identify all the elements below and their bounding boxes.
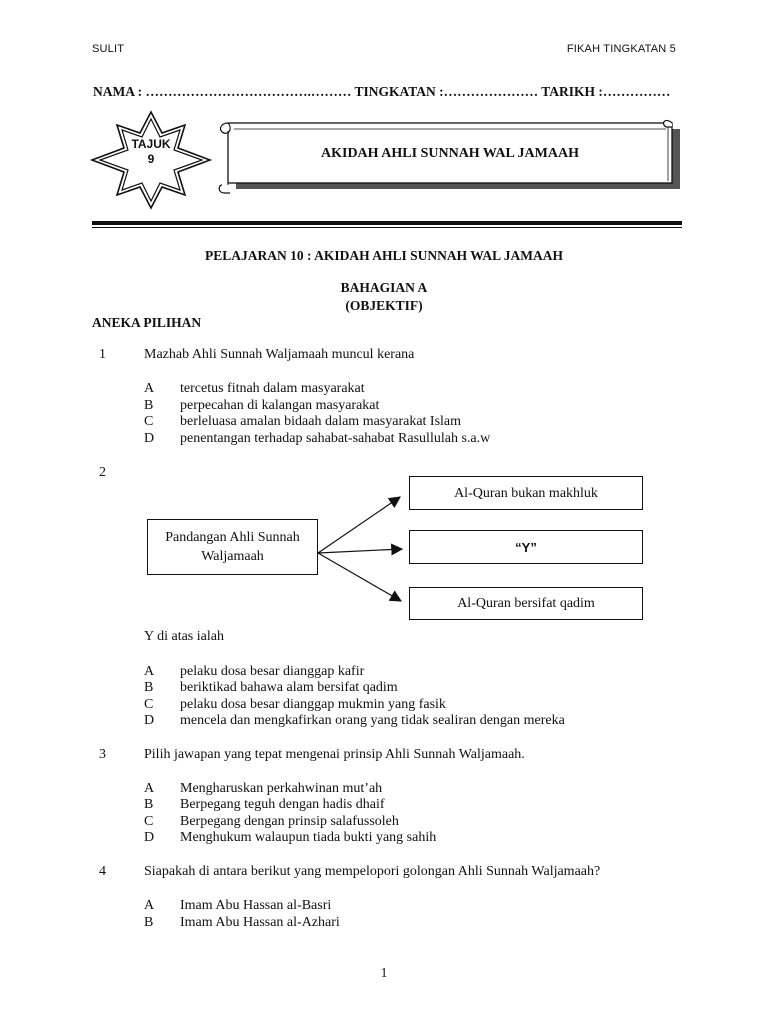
- option-letter: B: [144, 797, 154, 812]
- option-letter: C: [144, 697, 154, 712]
- question-number: 3: [99, 747, 106, 762]
- option-letter: A: [144, 664, 155, 679]
- option-text: beriktikad bahawa alam bersifat qadim: [180, 680, 398, 695]
- diagram-source-line1: Pandangan Ahli Sunnah: [165, 530, 300, 545]
- option-letter: B: [144, 680, 154, 695]
- question-text: Siapakah di antara berikut yang mempelopori golongan Ahli Sunnah Waljamaah?: [144, 864, 601, 879]
- question-text: Mazhab Ahli Sunnah Waljamaah muncul kerana: [144, 347, 415, 362]
- question-number: 2: [99, 465, 106, 480]
- subsection-title: ANEKA PILIHAN: [92, 315, 202, 330]
- diagram-target-box-3: Al-Quran bersifat qadim: [409, 587, 643, 620]
- option-letter: A: [144, 781, 155, 796]
- option-text: Imam Abu Hassan al-Azhari: [180, 915, 340, 930]
- diagram-target-box-1: Al-Quran bukan makhluk: [409, 476, 643, 510]
- section-subtitle: (OBJEKTIF): [345, 298, 423, 313]
- option-letter: B: [144, 915, 154, 930]
- option-text: mencela dan mengkafirkan orang yang tidak sealiran dengan mereka: [180, 713, 565, 728]
- option-letter: D: [144, 830, 155, 845]
- option-letter: A: [144, 381, 155, 396]
- header-right: FIKAH TINGKATAN 5: [566, 43, 676, 55]
- option-text: Menghukum walaupun tiada bukti yang sahih: [180, 830, 437, 845]
- header-left: SULIT: [92, 43, 125, 55]
- option-text: Mengharuskan perkahwinan mut’ah: [180, 781, 383, 796]
- option-text: penentangan terhadap sahabat-sahabat Rasullulah s.a.w: [180, 431, 491, 446]
- option-letter: C: [144, 814, 154, 829]
- banner-title: AKIDAH AHLI SUNNAH WAL JAMAAH: [321, 146, 579, 161]
- option-text: Imam Abu Hassan al-Basri: [180, 898, 332, 913]
- arrow-middle: [318, 549, 402, 553]
- diagram-source-line2: Waljamaah: [201, 549, 264, 564]
- arrow-up: [318, 497, 400, 553]
- option-text: berleluasa amalan bidaah dalam masyarakat Islam: [180, 414, 462, 429]
- arrow-down: [318, 553, 401, 601]
- option-text: Berpegang dengan prinsip salafussoleh: [180, 814, 399, 829]
- question-text: Y di atas ialah: [144, 629, 224, 644]
- section-title: BAHAGIAN A: [340, 280, 428, 295]
- option-text: pelaku dosa besar dianggap kafir: [180, 664, 365, 679]
- question-number: 1: [99, 347, 106, 362]
- badge-line1: TAJUK: [131, 137, 171, 151]
- diagram-target-box-2: “Y”: [409, 530, 643, 564]
- badge-line2: 9: [147, 152, 155, 166]
- option-letter: A: [144, 898, 155, 913]
- option-text: pelaku dosa besar dianggap mukmin yang fasik: [180, 697, 446, 712]
- option-text: tercetus fitnah dalam masyarakat: [180, 381, 365, 396]
- option-letter: B: [144, 398, 154, 413]
- option-text: Berpegang teguh dengan hadis dhaif: [180, 797, 385, 812]
- option-text: perpecahan di kalangan masyarakat: [180, 398, 380, 413]
- page-number: 1: [380, 965, 388, 980]
- option-letter: C: [144, 414, 154, 429]
- option-letter: D: [144, 431, 155, 446]
- lesson-title: PELAJARAN 10 : AKIDAH AHLI SUNNAH WAL JAMAAH: [205, 248, 563, 263]
- question-text: Pilih jawapan yang tepat mengenai prinsip Ahli Sunnah Waljamaah.: [144, 747, 525, 762]
- form-line: NAMA : ……………………………….……… TINGKATAN :………………… TARIKH :……………: [93, 84, 671, 99]
- option-letter: D: [144, 713, 155, 728]
- question-number: 4: [99, 864, 106, 879]
